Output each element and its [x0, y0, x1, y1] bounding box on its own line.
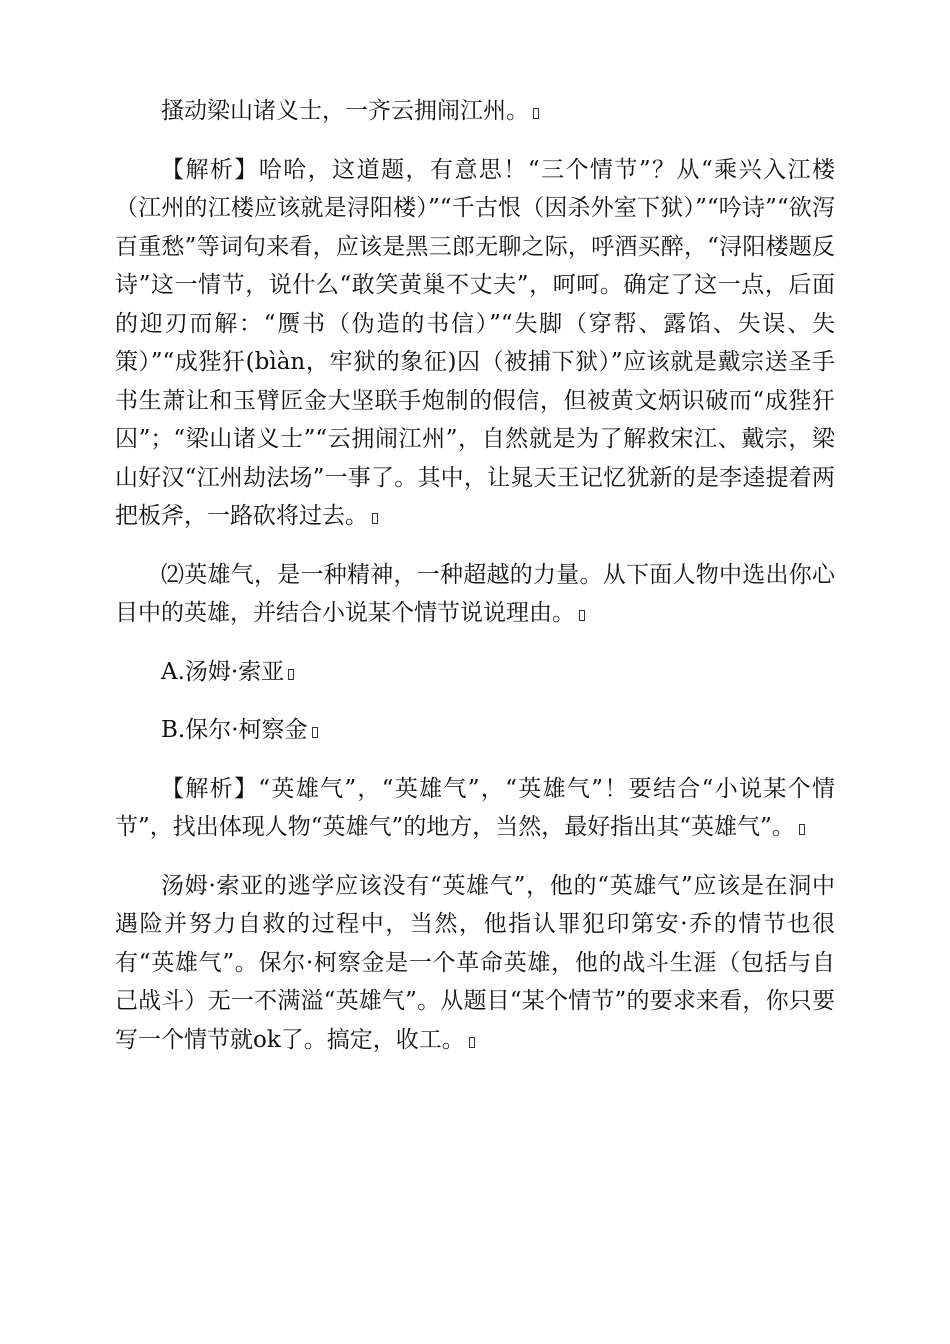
- paragraph-answer: [115, 867, 835, 1060]
- paragraph-end-mark-icon: [799, 824, 805, 835]
- paragraph-poem-line: [115, 92, 835, 131]
- paragraph-analysis-2: [115, 770, 835, 847]
- paragraph-text: 【解析】哈哈，这道题，有意思！“三个情节”？从“乘兴入江楼（江州的江楼应该就是浔阳楼）”“千古恨（因杀外室下狱）”“吟诗”“欲泻百重愁”等词句来看，应该是黑三郎无聊之际，呼酒买醉，“浔阳楼题反诗”这一情节，说什么“敢笑黄巢不丈夫”，呵呵。确定了这一点，后面的迎刃而解：“赝书（伪造的书信）”“失脚（穿帮、露馅、失误、失策）”“成狴犴(bìàn，牢狱的象征)囚（被捕下狱）”应该就是戴宗送圣手书生萧让和玉臂匠金大坚联手炮制的假信，但被黄文炳识破而“成狴犴囚”；“梁山诸义士”“云拥闹江州”，自然就是为了解救宋江、戴宗，梁山好汉“江州劫法场”一事了。其中，让晁天王记忆犹新的是李逵提着两把板斧，一路砍将过去。: [115, 156, 835, 529]
- paragraph-text: 汤姆·索亚的逃学应该没有“英雄气”，他的“英雄气”应该是在洞中遇险并努力自救的过程中，当然，他指认罪犯印第安·乔的情节也很有“英雄气”。保尔·柯察金是一个革命英雄，他的战斗生涯（包括与自己战斗）无一不满溢“英雄气”。从题目“某个情节”的要求来看，你只要写一个情节就ok了。搞定，收工。: [115, 872, 835, 1053]
- option-text: B.保尔·柯察金: [161, 717, 308, 743]
- paragraph-text: ⑵英雄气，是一种精神，一种超越的力量。从下面人物中选出你心目中的英雄，并结合小说某个情节说说理由。: [115, 561, 835, 626]
- paragraph-text: 【解析】“英雄气”，“英雄气”，“英雄气”！要结合“小说某个情节”，找出体现人物“英雄气”的地方，当然，最好指出其“英雄气”。: [115, 775, 835, 840]
- document-page: [115, 92, 835, 1079]
- paragraph-question-2: [115, 556, 835, 633]
- paragraph-end-mark-icon: [312, 727, 318, 738]
- paragraph-end-mark-icon: [469, 1037, 475, 1048]
- option-b: [115, 711, 835, 750]
- paragraph-end-mark-icon: [288, 669, 294, 680]
- paragraph-analysis-1: [115, 151, 835, 536]
- option-a: [115, 653, 835, 692]
- paragraph-end-mark-icon: [372, 513, 378, 524]
- paragraph-end-mark-icon: [579, 610, 585, 621]
- paragraph-end-mark-icon: [533, 108, 539, 119]
- option-text: A.汤姆·索亚: [161, 658, 285, 685]
- paragraph-text: 搔动梁山诸义士，一齐云拥闹江州。: [161, 98, 529, 124]
